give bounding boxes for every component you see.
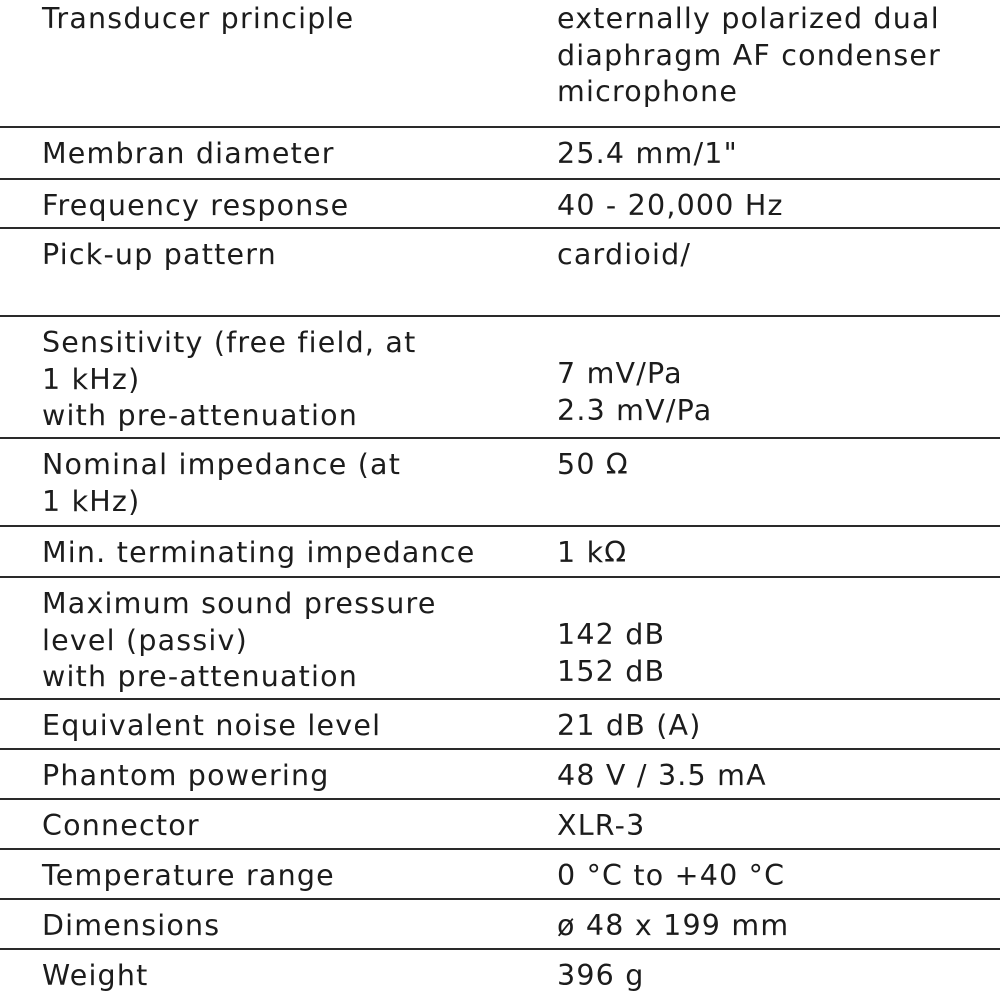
- spec-value: 40 - 20,000 Hz: [557, 189, 784, 222]
- spec-value: 50 Ω: [557, 448, 629, 481]
- spec-row-membran-diameter: [0, 128, 1000, 180]
- spec-row-sensitivity: [0, 317, 1000, 439]
- spec-label: Weight: [42, 959, 149, 992]
- spec-row-connector: [0, 800, 1000, 850]
- spec-label: Maximum sound pressure level (passiv) with pre-attenuation: [42, 587, 437, 693]
- spec-row-equivalent-noise-level: [0, 700, 1000, 750]
- spec-row-transducer-principle: [0, 0, 1000, 128]
- spec-label: Pick-up pattern: [42, 238, 277, 271]
- spec-label: Temperature range: [42, 859, 335, 892]
- spec-label: Connector: [42, 809, 200, 842]
- spec-value: 396 g: [557, 959, 645, 992]
- spec-label: Phantom powering: [42, 759, 330, 792]
- spec-row-min-terminating-impedance: [0, 527, 1000, 578]
- spec-value: 0 °C to +40 °C: [557, 859, 786, 892]
- spec-value: ø 48 x 199 mm: [557, 909, 790, 942]
- spec-value: 1 kΩ: [557, 536, 628, 569]
- spec-value: cardioid/: [557, 238, 692, 271]
- spec-value: 25.4 mm/1": [557, 137, 738, 170]
- spec-value: 21 dB (A): [557, 709, 702, 742]
- spec-label: Equivalent noise level: [42, 709, 382, 742]
- spec-label: Nominal impedance (at 1 kHz): [42, 448, 402, 518]
- spec-value: 48 V / 3.5 mA: [557, 759, 767, 792]
- spec-row-weight: [0, 950, 1000, 1000]
- spec-value: 7 mV/Pa 2.3 mV/Pa: [557, 357, 713, 427]
- spec-value: externally polarized dual diaphragm AF condenser microphone: [557, 2, 942, 108]
- spec-label: Dimensions: [42, 909, 221, 942]
- spec-row-phantom-powering: [0, 750, 1000, 800]
- spec-value: 142 dB 152 dB: [557, 618, 666, 688]
- spec-label: Transducer principle: [42, 2, 355, 35]
- spec-label: Membran diameter: [42, 137, 335, 170]
- spec-label: Sensitivity (free field, at 1 kHz) with pre-attenuation: [42, 326, 417, 432]
- spec-row-nominal-impedance: [0, 439, 1000, 527]
- spec-row-frequency-response: [0, 180, 1000, 229]
- spec-row-pick-up-pattern: [0, 229, 1000, 317]
- spec-row-temperature-range: [0, 850, 1000, 900]
- spec-label: Frequency response: [42, 189, 350, 222]
- spec-row-max-sound-pressure-level: [0, 578, 1000, 700]
- spec-value: XLR-3: [557, 809, 646, 842]
- spec-label: Min. terminating impedance: [42, 536, 476, 569]
- spec-row-dimensions: [0, 900, 1000, 950]
